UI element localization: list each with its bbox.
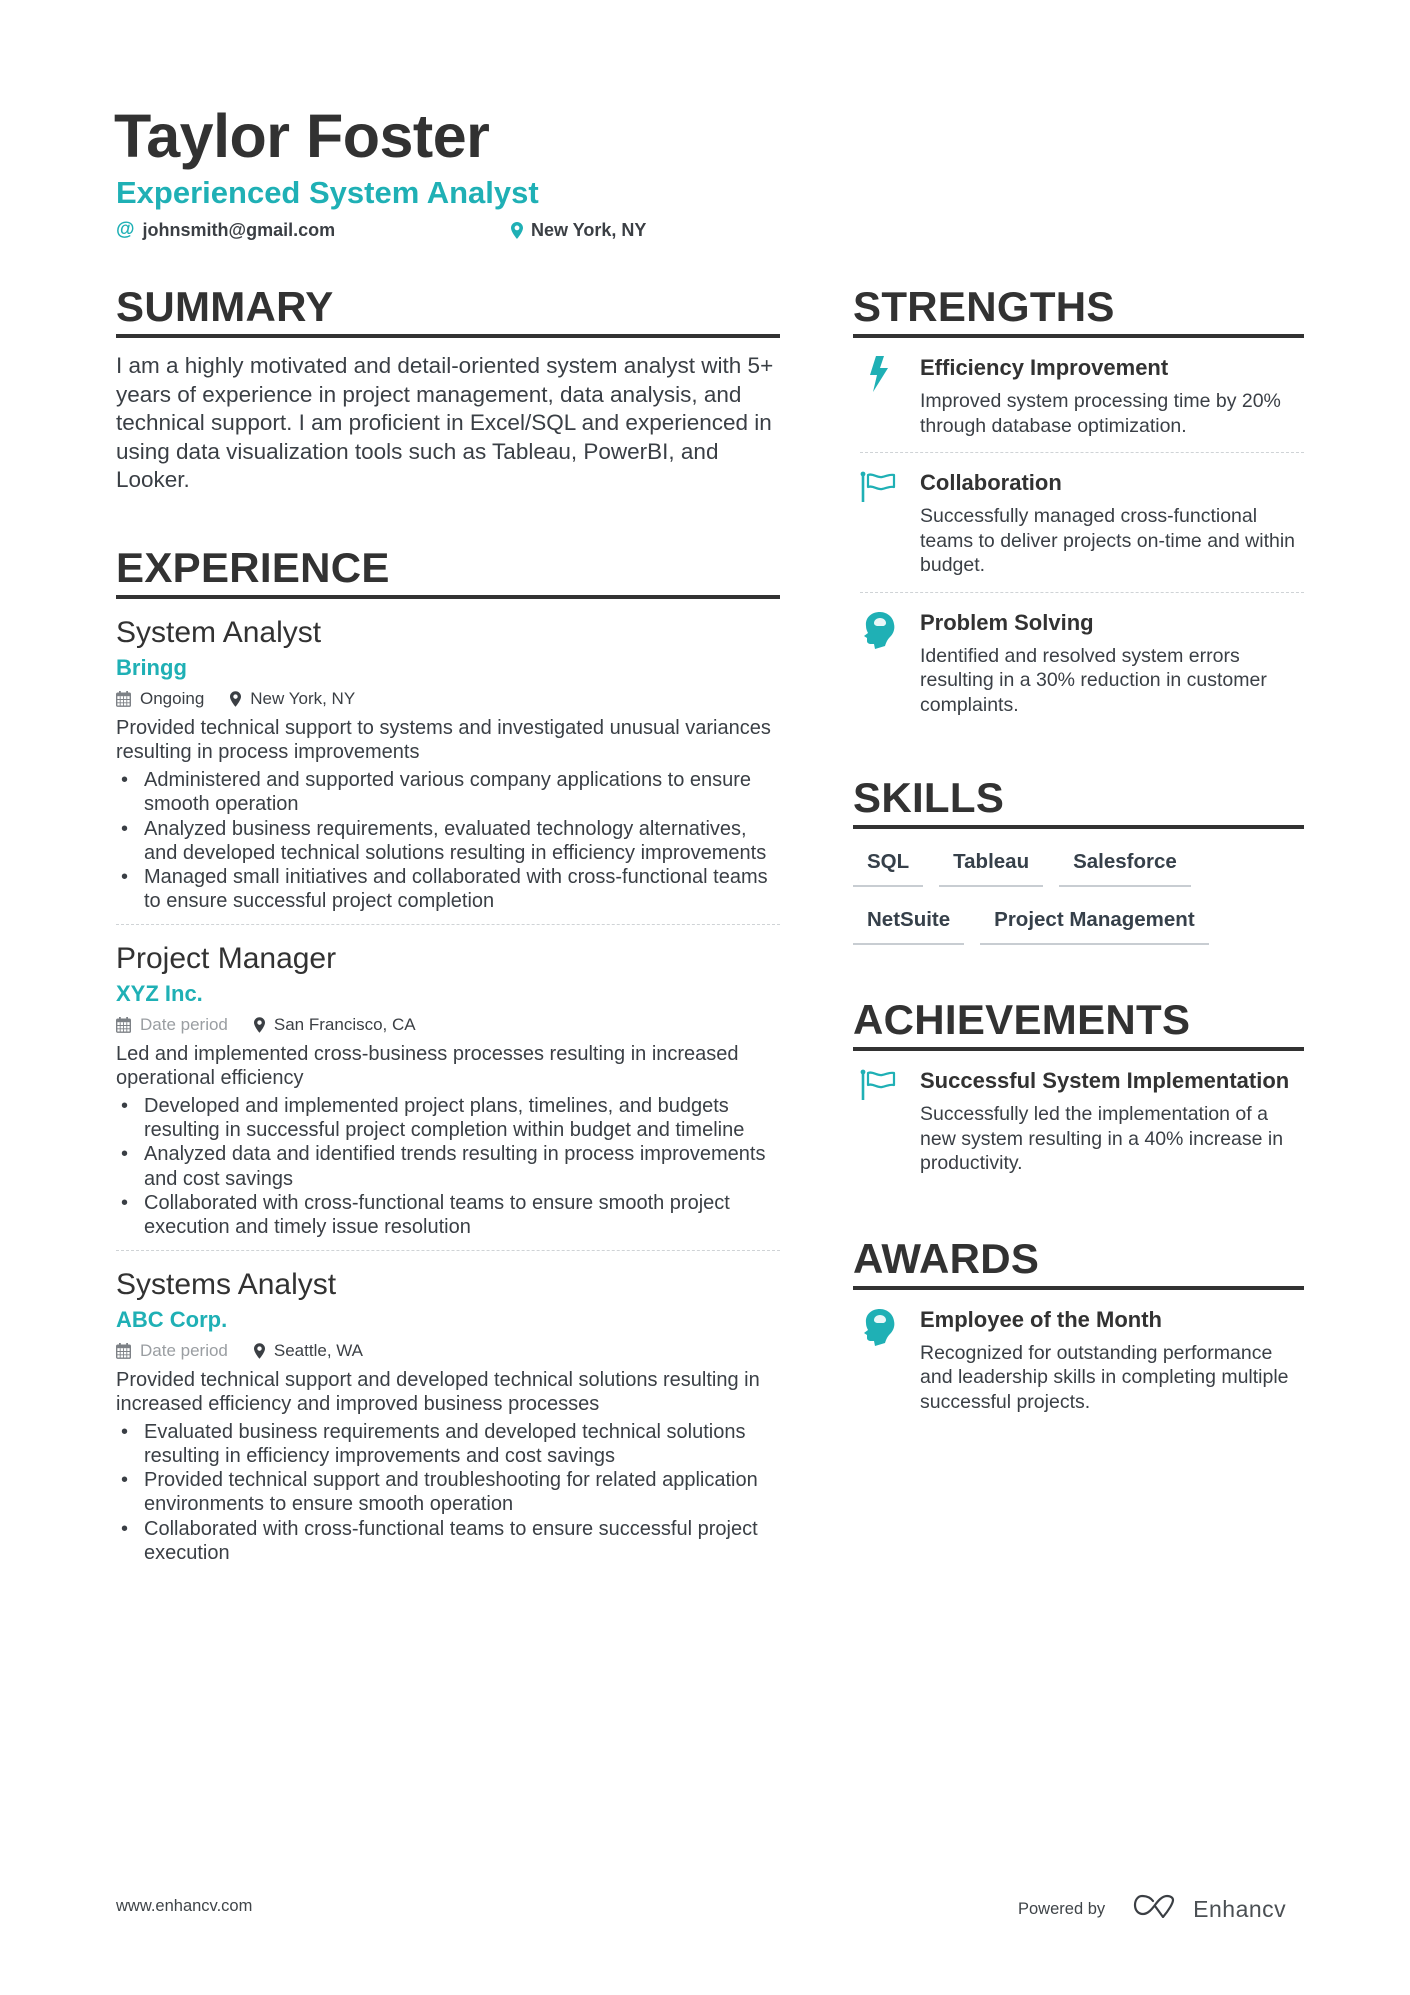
section-divider	[853, 825, 1304, 829]
job-bullets	[116, 1094, 780, 1240]
award-description: Recognized for outstanding performance and leadership skills in completing multiple successful projects.	[920, 1341, 1289, 1413]
experience-entry	[116, 599, 780, 925]
strength-description: Improved system processing time by 20% through database optimization.	[920, 390, 1281, 437]
job-meta	[116, 686, 780, 712]
company-name: XYZ Inc.	[116, 980, 203, 1006]
strength-item	[860, 593, 1304, 732]
job-description: Provided technical support to systems and investigated unusual variances resulting in process improvements	[116, 716, 771, 764]
section-heading-experience: EXPERIENCE	[116, 543, 390, 591]
enhancv-logo[interactable]	[1133, 1894, 1286, 1923]
job-bullet: • Evaluated business requirements and developed technical solutions resulting in efficiency improvements and cost savings	[116, 1420, 780, 1469]
job-meta	[116, 1338, 780, 1364]
head-brain-icon	[860, 609, 920, 718]
flag-icon	[860, 469, 920, 578]
job-bullet: • Collaborated with cross-functional teams to ensure successful project execution	[116, 1517, 780, 1566]
company-name: Bringg	[116, 654, 187, 680]
job-location-text: Seattle, WA	[273, 1340, 364, 1360]
job-bullets	[116, 1420, 780, 1566]
skill-tag: NetSuite	[853, 901, 964, 945]
award-title: Employee of the Month	[920, 1306, 1162, 1332]
calendar-icon	[116, 1017, 131, 1033]
contact-email[interactable]	[116, 218, 335, 242]
section-heading-achievements: ACHIEVEMENTS	[853, 996, 1191, 1043]
section-heading-strengths: STRENGTHS	[853, 283, 1115, 330]
section-divider	[116, 334, 780, 338]
skill-tag: SQL	[853, 843, 923, 887]
contact-location	[511, 218, 646, 242]
job-date-text: Date period	[140, 1340, 228, 1360]
candidate-title: Experienced System Analyst	[116, 175, 539, 210]
strength-description: Successfully managed cross-functional teams to deliver projects on-time and within budget.	[920, 505, 1296, 576]
strength-title: Problem Solving	[920, 609, 1094, 635]
job-bullet: • Analyzed business requirements, evaluated technology alternatives, and developed technical solutions resulting in efficiency improvements	[116, 817, 780, 866]
job-date-text: Ongoing	[140, 688, 205, 708]
awards-section	[853, 1234, 1304, 1429]
enhancv-logo-icon	[1133, 1894, 1181, 1923]
footer-branding	[1018, 1894, 1286, 1923]
strength-item	[860, 338, 1304, 453]
job-bullet: • Administered and supported various company applications to ensure smooth operation	[116, 768, 780, 817]
summary-text: I am a highly motivated and detail-oriented system analyst with 5+ years of experience in project management, data analysis, and technical support. I am proficient in Excel/SQL and experienced in using data visualization tools such as Tableau, PowerBI, and Looker.	[116, 353, 774, 493]
job-meta	[116, 1012, 780, 1038]
calendar-icon	[116, 1343, 131, 1359]
experience-entry	[116, 1251, 780, 1576]
location-text: New York, NY	[531, 220, 647, 240]
strength-title: Efficiency Improvement	[920, 355, 1169, 380]
job-bullet: • Provided technical support and troubleshooting for related application environments to ensure smooth operation	[116, 1468, 780, 1517]
job-description: Led and implemented cross-business processes resulting in increased operational efficiency	[116, 1042, 739, 1090]
job-bullet: • Collaborated with cross-functional teams to ensure smooth project execution and timely issue resolution	[116, 1191, 780, 1240]
flag-icon	[860, 1067, 920, 1176]
job-date-text: Date period	[140, 1014, 228, 1034]
job-description: Provided technical support and developed technical solutions resulting in increased efficiency and improved business processes	[116, 1368, 760, 1416]
skill-tag: Project Management	[980, 901, 1209, 945]
strength-item	[860, 453, 1304, 593]
right-column	[853, 282, 1304, 1428]
achievement-title: Successful System Implementation	[920, 1068, 1290, 1093]
skills-section	[853, 773, 1304, 945]
skills-list	[853, 843, 1304, 945]
section-heading-awards: AWARDS	[853, 1234, 1040, 1282]
award-item	[860, 1290, 1304, 1429]
email-text: johnsmith@gmail.com	[142, 220, 336, 240]
achievement-item	[860, 1051, 1304, 1190]
candidate-name: Taylor Foster	[114, 102, 490, 170]
job-bullet: • Developed and implemented project plans, timelines, and budgets resulting in successful project completion within budget and timeline	[116, 1094, 780, 1143]
job-location-text: San Francisco, CA	[273, 1014, 416, 1034]
job-title: Systems Analyst	[116, 1267, 337, 1301]
section-heading-skills: SKILLS	[853, 774, 1005, 821]
summary-section	[116, 282, 780, 495]
job-location	[230, 686, 355, 712]
strengths-section	[853, 282, 1304, 731]
head-brain-icon	[860, 1306, 920, 1415]
map-pin-icon	[511, 222, 523, 239]
job-bullet: • Analyzed data and identified trends resulting in process improvements and cost savings	[116, 1142, 780, 1191]
job-location-text: New York, NY	[250, 688, 356, 708]
experience-entry	[116, 925, 780, 1251]
job-date	[116, 1338, 228, 1364]
job-title: System Analyst	[116, 615, 322, 649]
powered-by-label: Powered by	[1018, 1899, 1106, 1918]
calendar-icon	[116, 691, 131, 707]
map-pin-icon	[230, 691, 241, 707]
contact-info	[116, 218, 816, 242]
experience-section	[116, 543, 780, 1575]
footer-website-link[interactable]: www.enhancv.com	[116, 1897, 253, 1915]
achievement-description: Successfully led the implementation of a new system resulting in a 40% increase in productivity.	[920, 1103, 1284, 1174]
job-location	[254, 1012, 416, 1038]
skill-tag: Salesforce	[1059, 843, 1191, 887]
job-bullet: • Managed small initiatives and collaborated with cross-functional teams to ensure successful project completion	[116, 865, 780, 914]
skill-tag: Tableau	[939, 843, 1043, 887]
map-pin-icon	[254, 1017, 265, 1033]
job-title: Project Manager	[116, 941, 337, 975]
section-heading-summary: SUMMARY	[116, 283, 334, 330]
achievements-section	[853, 995, 1304, 1190]
strength-description: Identified and resolved system errors resulting in a 30% reduction in customer complaints.	[920, 644, 1267, 716]
map-pin-icon	[254, 1343, 265, 1359]
left-column	[116, 282, 780, 1575]
enhancv-brand-name: Enhancv	[1193, 1895, 1287, 1922]
strength-title: Collaboration	[920, 470, 1062, 495]
at-icon: @	[116, 219, 135, 240]
job-bullets	[116, 768, 780, 914]
job-location	[254, 1338, 363, 1364]
job-date	[116, 686, 204, 712]
company-name: ABC Corp.	[116, 1306, 228, 1332]
lightning-bolt-icon	[860, 354, 920, 438]
job-date	[116, 1012, 228, 1038]
